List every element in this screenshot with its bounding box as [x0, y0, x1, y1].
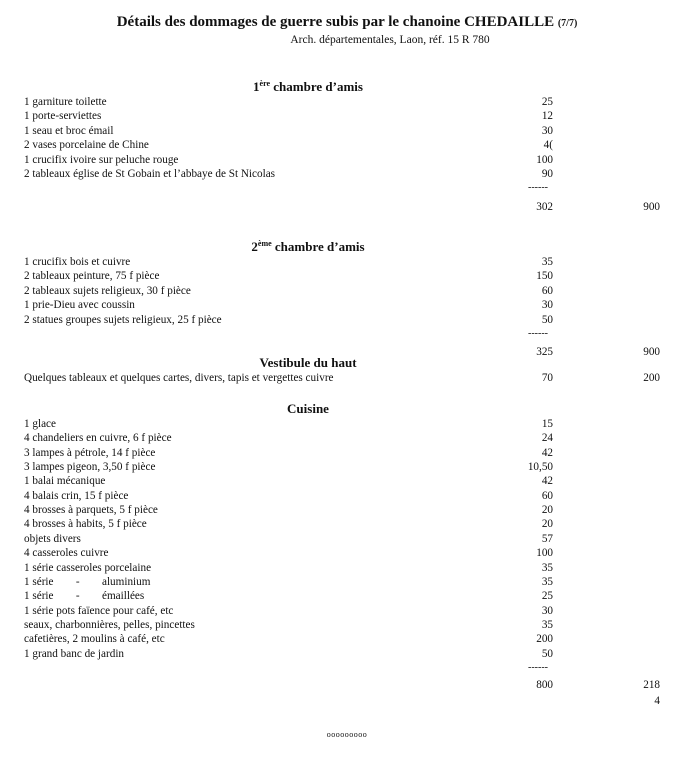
item-description: 1 crucifix ivoire sur peluche rouge	[24, 153, 179, 166]
section-heading-text: Vestibule du haut	[259, 355, 357, 370]
source-reference: Arch. départementales, Laon, réf. 15 R 780	[290, 34, 490, 46]
table-row	[0, 474, 694, 488]
item-amount: 302	[536, 200, 553, 213]
item-description: 1 série - aluminium	[24, 575, 151, 588]
section-total: 4	[654, 694, 660, 707]
item-amount: 100	[536, 153, 553, 166]
section-total: 900	[643, 200, 660, 213]
table-row	[0, 200, 694, 214]
table-row	[0, 632, 694, 646]
item-amount: 42	[541, 475, 553, 488]
item-amount: 325	[536, 346, 553, 359]
item-amount: 35	[541, 561, 553, 574]
item-amount: 24	[541, 432, 553, 445]
section-heading-text: Cuisine	[287, 401, 329, 416]
end-marker: ooooooooo	[326, 730, 368, 739]
item-amount: 57	[541, 532, 553, 545]
item-description: 4 balais crin, 15 f pièce	[24, 489, 129, 502]
item-description: 2 statues groupes sujets religieux, 25 f pièce	[24, 313, 222, 326]
table-row	[0, 269, 694, 283]
item-amount: ------	[528, 328, 548, 339]
table-row	[0, 446, 694, 460]
item-description: 2 tableaux peinture, 75 f pièce	[24, 270, 160, 283]
item-description: 4 chandeliers en cuivre, 6 f pièce	[24, 432, 172, 445]
item-description: Quelques tableaux et quelques cartes, divers, tapis et vergettes cuivre	[24, 372, 334, 384]
item-description: 2 vases porcelaine de Chine	[24, 139, 149, 152]
item-description: 1 glace	[24, 418, 56, 430]
item-amount: 60	[541, 489, 553, 502]
item-description: 4 brosses à habits, 5 f pièce	[24, 518, 147, 531]
table-row	[0, 532, 694, 546]
table-row	[0, 694, 694, 708]
table-row	[0, 313, 694, 327]
table-row	[0, 371, 694, 385]
table-row	[0, 647, 694, 661]
item-amount: 25	[541, 590, 553, 603]
item-amount: 70	[541, 372, 553, 384]
section-heading	[148, 401, 468, 417]
item-amount: 100	[536, 547, 553, 560]
item-amount: 4(	[543, 139, 553, 152]
section-heading-rest: chambre d’amis	[270, 79, 363, 94]
section-heading	[148, 79, 468, 95]
item-description: 1 série pots faïence pour café, etc	[24, 604, 174, 617]
table-row	[0, 618, 694, 632]
item-description: 3 lampes pigeon, 3,50 f pièce	[24, 461, 156, 474]
item-amount: 30	[541, 124, 553, 137]
item-description: 1 grand banc de jardin	[24, 647, 125, 660]
title-text: Détails des dommages de guerre subis par le chanoine CHEDAILLE	[116, 14, 555, 30]
item-description: 2 tableaux église de St Gobain et l’abbaye de St Nicolas	[24, 168, 276, 180]
table-row	[0, 546, 694, 560]
item-amount: 60	[541, 284, 553, 297]
table-row	[0, 503, 694, 517]
item-amount: 35	[541, 256, 553, 268]
item-description: 1 crucifix bois et cuivre	[24, 256, 131, 268]
table-row	[0, 575, 694, 589]
item-description: 1 garniture toilette	[24, 96, 107, 108]
section-heading-ordinal: ème	[257, 239, 272, 248]
title-page-indicator: (7/7)	[557, 18, 578, 29]
item-description: 1 série - émaillées	[24, 590, 145, 603]
section-heading-rest: chambre d’amis	[271, 239, 365, 254]
item-description: 4 casseroles cuivre	[24, 547, 109, 560]
table-row	[0, 589, 694, 603]
item-description: 1 série casseroles porcelaine	[24, 561, 152, 574]
table-row	[0, 460, 694, 474]
section-heading	[148, 355, 468, 371]
item-amount: ------	[528, 182, 548, 194]
table-row	[0, 124, 694, 138]
item-amount: 35	[541, 575, 553, 588]
item-amount: 12	[541, 110, 553, 123]
table-row	[0, 138, 694, 152]
table-row	[0, 153, 694, 167]
item-amount: 20	[541, 504, 553, 517]
item-description: 1 seau et broc émail	[24, 124, 114, 137]
section-heading	[148, 239, 468, 255]
item-description: 1 balai mécanique	[24, 475, 106, 488]
table-row	[0, 517, 694, 531]
table-row	[0, 604, 694, 618]
item-amount: 800	[536, 679, 553, 692]
table-row	[0, 181, 694, 195]
item-description: 3 lampes à pétrole, 14 f pièce	[24, 446, 156, 459]
page-title	[0, 14, 694, 31]
item-amount: 30	[541, 604, 553, 617]
item-amount: ------	[528, 661, 548, 673]
item-amount: 10,50	[527, 461, 553, 474]
section-heading-ordinal: ère	[259, 79, 271, 88]
table-row	[0, 661, 694, 675]
item-description: 2 tableaux sujets religieux, 30 f pièce	[24, 284, 191, 297]
item-description: 1 porte-serviettes	[24, 110, 102, 123]
item-amount: 50	[541, 647, 553, 660]
section-total: 218	[643, 679, 660, 692]
table-row	[0, 431, 694, 445]
section-heading-text: 1	[253, 79, 260, 94]
table-row	[0, 678, 694, 692]
item-amount: 42	[541, 446, 553, 459]
item-description: cafetières, 2 moulins à café, etc	[24, 633, 165, 646]
item-description: objets divers	[24, 532, 81, 545]
item-amount: 150	[536, 270, 553, 283]
section-heading-text: 2	[251, 239, 258, 254]
item-description: 4 brosses à parquets, 5 f pièce	[24, 504, 158, 517]
table-row	[0, 284, 694, 298]
table-row	[0, 327, 694, 341]
table-row	[0, 298, 694, 312]
item-amount: 50	[541, 313, 553, 326]
table-row	[0, 167, 694, 181]
section-total: 200	[643, 372, 660, 384]
item-amount: 20	[541, 518, 553, 531]
table-row	[0, 561, 694, 575]
table-row	[0, 489, 694, 503]
item-amount: 15	[541, 418, 553, 430]
table-row	[0, 109, 694, 123]
table-row	[0, 417, 694, 431]
item-amount: 90	[541, 168, 553, 180]
item-amount: 200	[536, 633, 553, 646]
section-total: 900	[643, 346, 660, 359]
item-description: seaux, charbonnières, pelles, pincettes	[24, 618, 195, 631]
item-amount: 35	[541, 618, 553, 631]
table-row	[0, 95, 694, 109]
table-row	[0, 255, 694, 269]
item-description: 1 prie-Dieu avec coussin	[24, 299, 135, 312]
item-amount: 25	[541, 96, 553, 108]
item-amount: 30	[541, 299, 553, 312]
